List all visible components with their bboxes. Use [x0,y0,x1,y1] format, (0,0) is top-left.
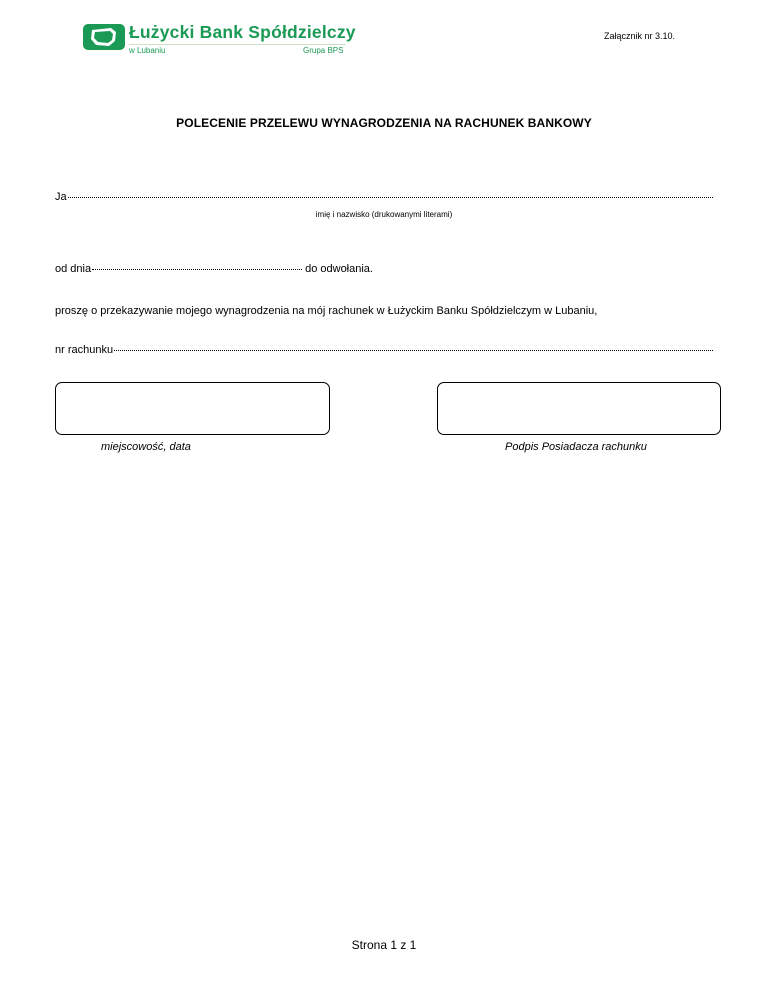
annex-number: Załącznik nr 3.10. [604,31,676,41]
bank-location: w Lubaniu [129,46,166,55]
page-number: Strona 1 z 1 [351,938,417,952]
until-text: do odwołania. [305,263,373,275]
bank-group: Grupa BPS [303,46,344,55]
form-title: POLECENIE PRZELEWU WYNAGRODZENIA NA RACHUNEK BANKOWY [176,116,592,130]
from-date-field[interactable] [55,263,505,275]
name-label: Ja [55,191,67,203]
account-number-field[interactable] [55,344,713,356]
place-date-box[interactable] [55,382,330,435]
signature-box[interactable] [437,382,721,435]
from-date-label: od dnia [55,263,92,275]
name-field[interactable] [55,191,713,203]
signature-caption: Podpis Posiadacza rachunku [505,441,647,453]
place-date-caption: miejscowość, data [101,441,191,453]
from-date-dotted-line [92,269,302,270]
name-hint: imię i nazwisko (drukowanymi literami) [315,210,453,219]
request-text: proszę o przekazywanie mojego wynagrodzenia na mój rachunek w Łużyckim Banku Spółdzielczym w Lubaniu, [55,305,598,317]
bank-logo-icon [83,24,125,50]
name-dotted-line [68,197,713,198]
bank-name: Łużycki Bank Spółdzielczy [129,22,356,42]
account-label: nr rachunku [55,344,114,356]
logo-divider [129,44,346,45]
account-dotted-line [114,350,713,351]
